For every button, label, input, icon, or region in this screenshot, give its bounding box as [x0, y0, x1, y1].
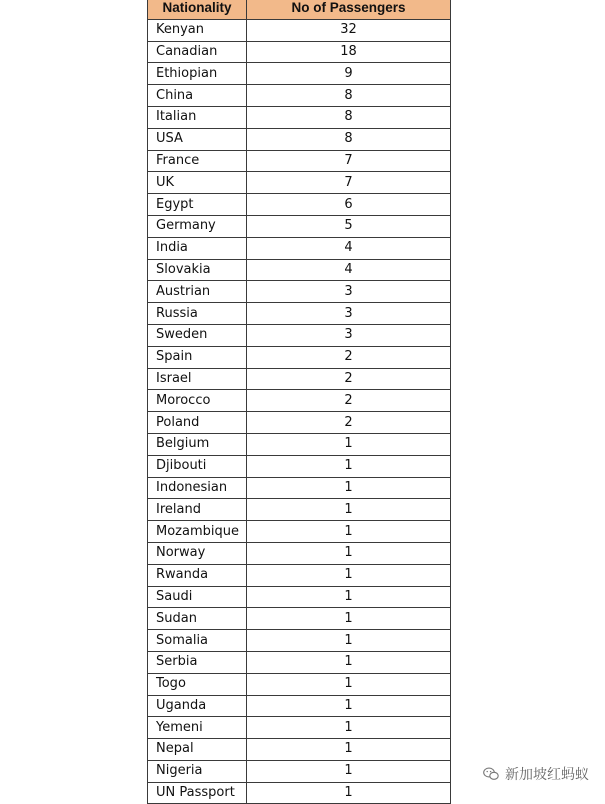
passenger-count-cell: 2 — [247, 390, 451, 412]
passenger-count-cell: 1 — [247, 608, 451, 630]
nationality-cell: Yemeni — [148, 717, 247, 739]
wechat-icon — [483, 767, 499, 781]
passenger-count-cell: 1 — [247, 433, 451, 455]
nationality-cell: Djibouti — [148, 455, 247, 477]
table-row — [148, 390, 451, 412]
passenger-count-cell: 7 — [247, 150, 451, 172]
nationality-cell: Sudan — [148, 608, 247, 630]
nationality-cell: Ethiopian — [148, 63, 247, 85]
table-row — [148, 433, 451, 455]
table-row — [148, 259, 451, 281]
table-row — [148, 172, 451, 194]
table-row — [148, 630, 451, 652]
passenger-count-cell: 1 — [247, 455, 451, 477]
table-row — [148, 346, 451, 368]
nationality-cell: Uganda — [148, 695, 247, 717]
table-row — [148, 237, 451, 259]
nationality-cell: Austrian — [148, 281, 247, 303]
nationality-cell: USA — [148, 128, 247, 150]
passenger-count-cell: 7 — [247, 172, 451, 194]
passenger-count-cell: 2 — [247, 346, 451, 368]
nationality-cell: Slovakia — [148, 259, 247, 281]
nationality-cell: UN Passport — [148, 782, 247, 804]
nationality-cell: Serbia — [148, 651, 247, 673]
table-row — [148, 368, 451, 390]
nationality-cell: Mozambique — [148, 521, 247, 543]
passenger-count-cell: 18 — [247, 41, 451, 63]
watermark-text: 新加坡红蚂蚁 — [505, 767, 589, 783]
table-row — [148, 85, 451, 107]
table-row — [148, 106, 451, 128]
table-row — [148, 215, 451, 237]
table-row — [148, 150, 451, 172]
table-row — [148, 477, 451, 499]
passenger-count-cell: 1 — [247, 477, 451, 499]
watermark — [483, 764, 589, 784]
passenger-count-cell: 1 — [247, 586, 451, 608]
passenger-count-cell: 1 — [247, 564, 451, 586]
table-row — [148, 194, 451, 216]
passenger-count-cell: 9 — [247, 63, 451, 85]
table-row — [148, 739, 451, 761]
table-row — [148, 542, 451, 564]
passenger-count-cell: 8 — [247, 85, 451, 107]
passenger-count-cell: 6 — [247, 194, 451, 216]
passenger-count-cell: 3 — [247, 303, 451, 325]
table-body — [148, 19, 451, 804]
nationality-cell: Israel — [148, 368, 247, 390]
table-row — [148, 717, 451, 739]
table-row — [148, 412, 451, 434]
table-row — [148, 128, 451, 150]
passenger-count-cell: 1 — [247, 651, 451, 673]
table-row — [148, 63, 451, 85]
nationality-cell: Nigeria — [148, 760, 247, 782]
nationality-cell: Indonesian — [148, 477, 247, 499]
passenger-count-cell: 1 — [247, 717, 451, 739]
passenger-count-cell: 1 — [247, 695, 451, 717]
table-row — [148, 499, 451, 521]
table-row — [148, 324, 451, 346]
table-row — [148, 303, 451, 325]
header-passenger-count: No of Passengers — [247, 0, 451, 19]
passenger-count-cell: 8 — [247, 128, 451, 150]
nationality-cell: Russia — [148, 303, 247, 325]
passenger-count-cell: 1 — [247, 760, 451, 782]
passenger-count-cell: 4 — [247, 237, 451, 259]
passenger-count-cell: 1 — [247, 782, 451, 804]
passenger-count-cell: 3 — [247, 281, 451, 303]
passenger-count-cell: 2 — [247, 368, 451, 390]
table-row — [148, 673, 451, 695]
nationality-cell: Saudi — [148, 586, 247, 608]
nationality-cell: Sweden — [148, 324, 247, 346]
nationality-cell: Morocco — [148, 390, 247, 412]
nationality-cell: Ireland — [148, 499, 247, 521]
nationality-cell: Egypt — [148, 194, 247, 216]
table-row — [148, 782, 451, 804]
passenger-count-cell: 3 — [247, 324, 451, 346]
nationality-cell: Canadian — [148, 41, 247, 63]
table-row — [148, 455, 451, 477]
passenger-count-cell: 1 — [247, 673, 451, 695]
nationality-cell: Rwanda — [148, 564, 247, 586]
table-row — [148, 41, 451, 63]
passenger-count-cell: 8 — [247, 106, 451, 128]
nationality-cell: Togo — [148, 673, 247, 695]
nationality-cell: India — [148, 237, 247, 259]
header-nationality: Nationality — [148, 0, 247, 19]
nationality-cell: Spain — [148, 346, 247, 368]
passenger-count-cell: 1 — [247, 499, 451, 521]
nationality-cell: UK — [148, 172, 247, 194]
table-row — [148, 19, 451, 41]
table-row — [148, 281, 451, 303]
passenger-count-cell: 1 — [247, 521, 451, 543]
passenger-count-cell: 5 — [247, 215, 451, 237]
passenger-nationality-table-container — [147, 0, 450, 804]
passenger-count-cell: 1 — [247, 542, 451, 564]
table-row — [148, 760, 451, 782]
table-row — [148, 586, 451, 608]
passenger-count-cell: 2 — [247, 412, 451, 434]
nationality-cell: China — [148, 85, 247, 107]
table-row — [148, 651, 451, 673]
nationality-cell: Italian — [148, 106, 247, 128]
nationality-cell: Belgium — [148, 433, 247, 455]
passenger-nationality-table — [147, 0, 451, 804]
table-header-row — [148, 0, 451, 19]
nationality-cell: Norway — [148, 542, 247, 564]
table-row — [148, 564, 451, 586]
nationality-cell: Poland — [148, 412, 247, 434]
passenger-count-cell: 4 — [247, 259, 451, 281]
passenger-count-cell: 1 — [247, 739, 451, 761]
table-row — [148, 695, 451, 717]
nationality-cell: Somalia — [148, 630, 247, 652]
table-row — [148, 521, 451, 543]
nationality-cell: Kenyan — [148, 19, 247, 41]
nationality-cell: France — [148, 150, 247, 172]
passenger-count-cell: 1 — [247, 630, 451, 652]
nationality-cell: Germany — [148, 215, 247, 237]
nationality-cell: Nepal — [148, 739, 247, 761]
passenger-count-cell: 32 — [247, 19, 451, 41]
table-row — [148, 608, 451, 630]
